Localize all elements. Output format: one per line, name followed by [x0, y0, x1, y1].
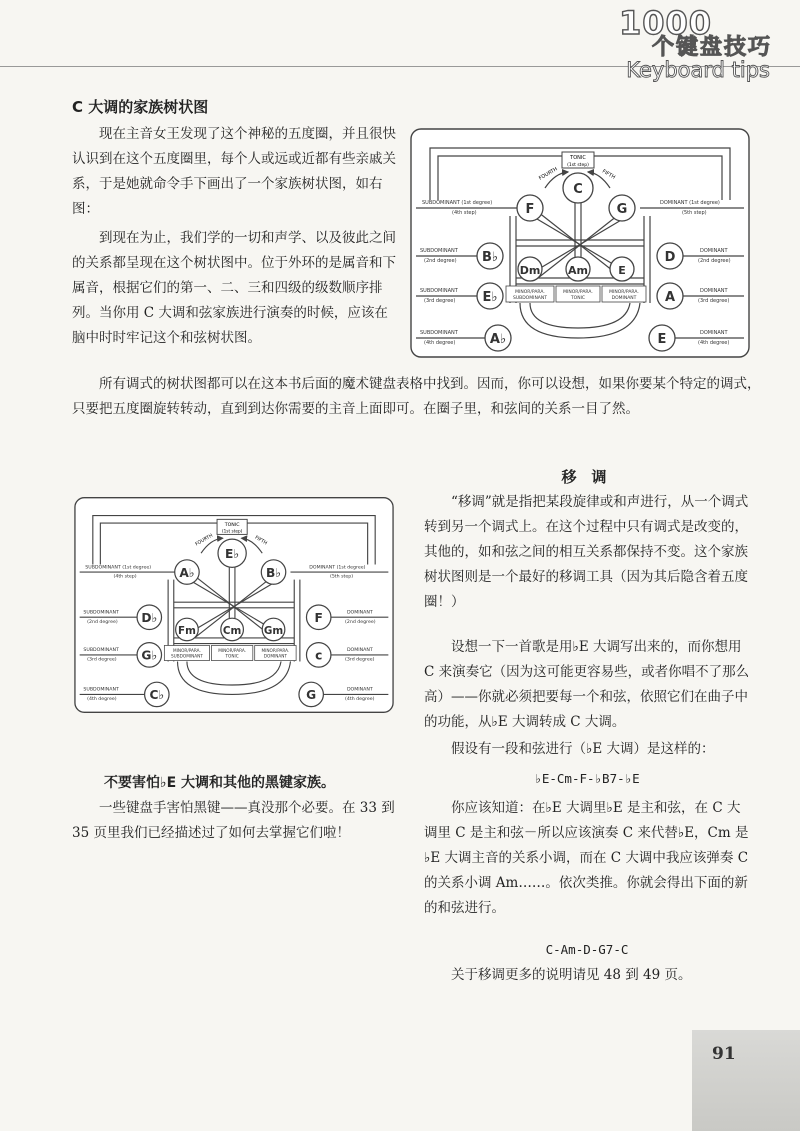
- eb-node-sub1: A♭: [179, 565, 195, 580]
- c-node-dom2: D: [664, 250, 676, 265]
- eb-node-sub4: C♭: [149, 688, 165, 703]
- eb-dom1-step: (5th step): [330, 574, 354, 580]
- c-sub4-label: SUBDOMINANT: [420, 330, 458, 336]
- c-dom3-label: DOMINANT: [700, 288, 728, 294]
- eb-step-label: (1st step): [221, 528, 243, 534]
- section2-p4: 你应该知道：在♭E 大调里♭E 是主和弦，在 C 大调里 C 是主和弦－所以应该演奏 C 来代替♭E，Cm 是♭E 大调主音的关系小调，而在 C 大调中我应该弹奏 C 的关系小调 Am……。依次类推。你就会得出下面的新的和弦进行。: [424, 800, 749, 916]
- section2-heading: 移 调: [561, 468, 607, 486]
- section1-p3: 所有调式的树状图都可以在这本书后面的魔术键盘表格中找到。因而，你可以设想，如果你要某个特定的调式，只要把五度圈旋转转动，直到到达你需要的主音上面即可。在圈子里，和弦间的关系一目了然。: [72, 376, 761, 417]
- header-title-cn: 个键盘技巧: [651, 35, 772, 60]
- c-dom4-label: DOMINANT: [700, 330, 728, 336]
- c-sub1-label: SUBDOMINANT (1st degree): [422, 200, 493, 206]
- section2-p1: “移调”就是指把某段旋律或和声进行，从一个调式转到另一个调式上。在这个过程中只有调式是改变的，其他的，如和弦之间的相互关系都保持不变。这个家族树状图则是一个最好的移调工具（因为其后隐含着五度圈！）: [424, 494, 749, 610]
- c-minor-label-2: MINOR/PARA.: [563, 290, 593, 295]
- c-node-dom3: A: [664, 290, 676, 305]
- eb-sub1-step: (4th step): [113, 574, 137, 580]
- eb-dom3-deg: (3rd degree): [345, 657, 375, 663]
- eb-sub4-label: SUBDOMINANT: [83, 687, 119, 693]
- c-node-sub4: A♭: [489, 332, 507, 347]
- page-number: 91: [712, 1044, 736, 1064]
- eb-node-minor2: Cm: [222, 625, 242, 638]
- eb-fourth-label: FOURTH: [194, 533, 214, 548]
- section1-p1: 现在主音女王发现了这个神秘的五度圈，并且很快认识到在这个五度圈里，每个人或远或近都有些亲戚关系，于是她就命令手下画出了一个家族树状图，如右图：: [72, 126, 396, 217]
- eb-dom2-deg: (2nd degree): [345, 619, 376, 625]
- eb-sub3-label: SUBDOMINANT: [83, 648, 119, 654]
- section2-p3: 假设有一段和弦进行（♭E 大调）是这样的：: [451, 741, 715, 757]
- eb-dom4-deg: (4th degree): [345, 697, 375, 703]
- c-node-sub3: E♭: [482, 290, 498, 305]
- eb-dom3-label: DOMINANT: [346, 648, 373, 654]
- c-minor-dom-label: DOMINANT: [611, 296, 637, 301]
- section3-heading: 不要害怕♭E 大调和其他的黑键家族。: [104, 775, 336, 791]
- c-dom3-deg: (3rd degree): [698, 298, 730, 304]
- c-node-minor2: Am: [568, 264, 588, 277]
- c-node-sub2: B♭: [481, 250, 499, 265]
- c-node-minor3: E: [618, 264, 626, 277]
- section2-progression-c: C-Am-D-G7-C: [545, 942, 629, 957]
- c-sub3-label: SUBDOMINANT: [420, 288, 458, 294]
- section1-p2: 到现在为止，我们学的一切和声学、以及彼此之间的关系都呈现在这个树状图中。位于外环的是属音和下属音，根据它们的第一、二、三和四级的级数顺序排列。当你用 C 大调和弦家族进行演奏的时候，应该在脑中时时牢记这个和弦树状图。: [72, 230, 396, 346]
- eb-node-sub2: D♭: [141, 610, 158, 625]
- eb-minor-tonic-label: TONIC: [225, 653, 239, 659]
- c-tonic-label: TONIC: [570, 155, 586, 161]
- eb-sub2-deg: (2nd degree): [87, 619, 118, 625]
- section2-body: [424, 490, 750, 988]
- c-minor-tonic-label: TONIC: [570, 296, 586, 301]
- c-dom4-deg: (4th degree): [698, 340, 730, 346]
- c-major-family-tree: [410, 128, 750, 358]
- eb-dom1-label: DOMINANT (1st degree): [309, 565, 366, 571]
- c-sub1-step: (4th step): [452, 210, 477, 216]
- eb-node-minor1: Fm: [178, 625, 196, 638]
- c-sub4-deg: (4th degree): [424, 340, 456, 346]
- c-minor-label-3: MINOR/PARA.: [609, 290, 639, 295]
- eb-minor-sub-label: SUBDOMINANT: [170, 653, 203, 659]
- c-step-label: (1st step): [567, 163, 589, 168]
- c-dom2-deg: (2nd degree): [698, 258, 731, 264]
- c-sub2-label: SUBDOMINANT: [420, 248, 458, 254]
- c-node-dom4: E: [657, 332, 667, 347]
- eb-sub4-deg: (4th degree): [87, 697, 117, 703]
- eb-node-dom2: F: [314, 610, 323, 625]
- eb-sub2-label: SUBDOMINANT: [83, 610, 119, 616]
- eb-minor-label-3: MINOR/PARA.: [261, 648, 290, 654]
- eb-sub3-deg: (3rd degree): [87, 657, 117, 663]
- eb-fifth-label: FIFTH: [253, 535, 268, 547]
- page-number-tab: [692, 1030, 800, 1131]
- eb-sub1-label: SUBDOMINANT (1st degree): [85, 565, 152, 571]
- section1-p3-block: [72, 372, 772, 422]
- eb-major-family-tree: [74, 494, 394, 716]
- header-title-en: Keyboard tips: [626, 58, 770, 82]
- c-minor-sub-label: SUBDOMINANT: [512, 296, 548, 301]
- eb-node-minor3: Gm: [263, 625, 284, 638]
- eb-node-tonic: E♭: [225, 546, 240, 561]
- header-number: 1000: [618, 4, 712, 42]
- c-sub3-deg: (3rd degree): [424, 298, 456, 304]
- section1-body: [72, 122, 398, 351]
- c-node-minor1: Dm: [519, 264, 541, 277]
- eb-node-dom4: G: [306, 688, 317, 703]
- section1-heading: C 大调的家族树状图: [72, 98, 209, 116]
- c-fourth-label: FOURTH: [538, 166, 559, 182]
- c-node-sub1: F: [525, 202, 535, 217]
- c-dom1-step: (5th step): [682, 210, 707, 216]
- section2-p5: 关于移调更多的说明请见 48 到 49 页。: [451, 967, 692, 983]
- eb-minor-label-2: MINOR/PARA.: [218, 648, 247, 654]
- eb-dom4-label: DOMINANT: [346, 687, 373, 693]
- c-sub2-deg: (2nd degree): [424, 258, 457, 264]
- c-dom1-label: DOMINANT (1st degree): [660, 200, 720, 206]
- c-node-dom1: G: [616, 202, 628, 217]
- eb-minor-dom-label: DOMINANT: [263, 653, 288, 659]
- section2-p2: 设想一下一首歌是用♭E 大调写出来的，而你想用 C 来演奏它（因为这可能更容易些，或者你唱不了那么高）——你就必须把要每一个和弦，依照它们在曲子中的功能，从♭E 大调转成 C 大调。: [424, 639, 750, 730]
- eb-dom2-label: DOMINANT: [346, 610, 373, 616]
- section3-p1: 一些键盘手害怕黑键——真没那个必要。在 33 到 35 页里我们已经描述过了如何去掌握它们啦！: [72, 800, 395, 841]
- section3-body: [72, 796, 398, 846]
- c-minor-label-1: MINOR/PARA.: [515, 290, 545, 295]
- eb-tonic-label: TONIC: [224, 522, 240, 528]
- eb-node-dom1: B♭: [265, 565, 282, 580]
- c-fifth-label: FIFTH: [601, 168, 617, 181]
- c-dom2-label: DOMINANT: [700, 248, 728, 254]
- eb-node-dom3: c: [315, 648, 323, 663]
- eb-minor-label-1: MINOR/PARA.: [173, 648, 201, 654]
- eb-node-sub3: G♭: [141, 648, 158, 663]
- c-node-tonic: C: [573, 182, 583, 197]
- section2-progression-eb: ♭E-Cm-F-♭B7-♭E: [534, 771, 640, 786]
